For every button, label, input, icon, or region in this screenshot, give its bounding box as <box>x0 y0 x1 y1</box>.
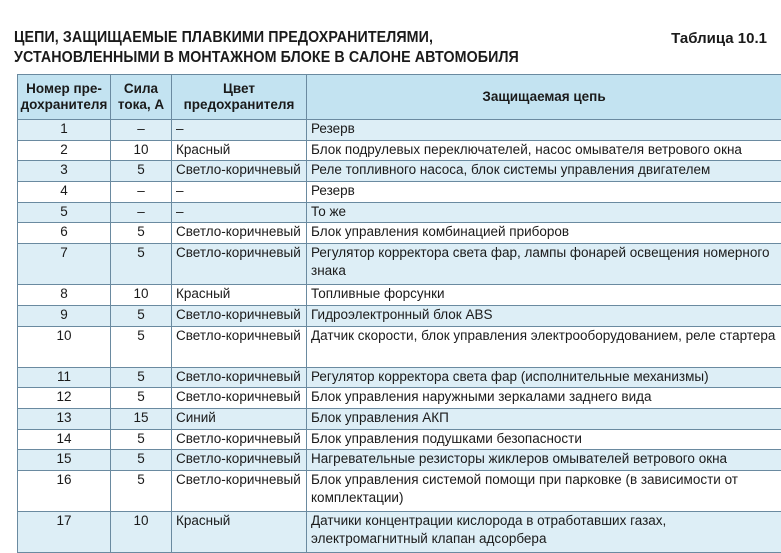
cell-current: 5 <box>111 305 172 326</box>
heading-line-1: ЦЕПИ, ЗАЩИЩАЕМЫЕ ПЛАВКИМИ ПРЕДОХРАНИТЕЛЯМИ, <box>14 28 519 48</box>
cell-number: 14 <box>18 429 111 450</box>
cell-number: 11 <box>18 367 111 388</box>
table-row <box>18 244 781 285</box>
cell-color: Светло-коричневый <box>172 244 307 285</box>
cell-color: – <box>172 182 307 203</box>
cell-current: 5 <box>111 367 172 388</box>
cell-number: 13 <box>18 408 111 429</box>
table-row <box>18 429 781 450</box>
cell-circuit: Резерв <box>307 120 781 141</box>
table-row <box>18 367 781 388</box>
table-row <box>18 202 781 223</box>
cell-number: 4 <box>18 182 111 203</box>
fuse-table <box>17 74 781 553</box>
header-current: Сила тока, А <box>111 75 172 120</box>
cell-current: 5 <box>111 326 172 367</box>
cell-color: Светло-коричневый <box>172 161 307 182</box>
cell-circuit: Блок управления наружными зеркалами заднего вида <box>307 388 781 409</box>
cell-current: – <box>111 182 172 203</box>
cell-color: Светло-коричневый <box>172 450 307 471</box>
table-row <box>18 408 781 429</box>
cell-color: – <box>172 202 307 223</box>
cell-current: 5 <box>111 244 172 285</box>
table-row <box>18 140 781 161</box>
table-row <box>18 470 781 511</box>
table-row <box>18 388 781 409</box>
cell-current: 5 <box>111 429 172 450</box>
cell-color: Красный <box>172 140 307 161</box>
cell-circuit: Регулятор корректора света фар, лампы фонарей освещения номерного знака <box>307 244 781 285</box>
cell-circuit: Топливные форсунки <box>307 285 781 306</box>
header-row <box>18 75 781 120</box>
table-row <box>18 305 781 326</box>
cell-number: 16 <box>18 470 111 511</box>
cell-circuit: Нагревательные резисторы жиклеров омывателей ветрового окна <box>307 450 781 471</box>
cell-current: 5 <box>111 223 172 244</box>
cell-number: 3 <box>18 161 111 182</box>
cell-circuit: Блок управления АКП <box>307 408 781 429</box>
cell-number: 7 <box>18 244 111 285</box>
table-row <box>18 285 781 306</box>
cell-current: – <box>111 202 172 223</box>
cell-circuit: То же <box>307 202 781 223</box>
cell-current: 15 <box>111 408 172 429</box>
cell-number: 10 <box>18 326 111 367</box>
cell-current: – <box>111 120 172 141</box>
cell-circuit: Гидроэлектронный блок ABS <box>307 305 781 326</box>
header-circuit: Защищаемая цепь <box>307 75 781 120</box>
table-row <box>18 120 781 141</box>
cell-color: – <box>172 120 307 141</box>
cell-color: Светло-коричневый <box>172 367 307 388</box>
table-row <box>18 161 781 182</box>
cell-color: Светло-коричневый <box>172 326 307 367</box>
cell-circuit: Блок подрулевых переключателей, насос омывателя ветрового окна <box>307 140 781 161</box>
cell-color: Синий <box>172 408 307 429</box>
cell-current: 10 <box>111 511 172 552</box>
cell-number: 9 <box>18 305 111 326</box>
cell-current: 10 <box>111 285 172 306</box>
cell-current: 10 <box>111 140 172 161</box>
table-heading <box>14 28 519 68</box>
cell-color: Красный <box>172 511 307 552</box>
cell-number: 12 <box>18 388 111 409</box>
table-row <box>18 450 781 471</box>
cell-current: 5 <box>111 470 172 511</box>
cell-number: 1 <box>18 120 111 141</box>
heading-line-2: УСТАНОВЛЕННЫМИ В МОНТАЖНОМ БЛОКЕ В САЛОНЕ АВТОМОБИЛЯ <box>14 48 519 68</box>
cell-current: 5 <box>111 450 172 471</box>
cell-color: Светло-коричневый <box>172 388 307 409</box>
cell-number: 2 <box>18 140 111 161</box>
cell-circuit: Блок управления системой помощи при парковке (в зависимости от комплектации) <box>307 470 781 511</box>
cell-number: 17 <box>18 511 111 552</box>
table-row <box>18 182 781 203</box>
header-number: Номер пре-дохранителя <box>18 75 111 120</box>
cell-color: Светло-коричневый <box>172 429 307 450</box>
table-row <box>18 326 781 367</box>
table-row <box>18 223 781 244</box>
cell-circuit: Резерв <box>307 182 781 203</box>
cell-circuit: Датчики концентрации кислорода в отработавших газах, электромагнитный клапан адсорбера <box>307 511 781 552</box>
cell-number: 5 <box>18 202 111 223</box>
cell-color: Светло-коричневый <box>172 223 307 244</box>
cell-color: Красный <box>172 285 307 306</box>
table-label: Таблица 10.1 <box>671 30 767 47</box>
cell-current: 5 <box>111 161 172 182</box>
cell-number: 6 <box>18 223 111 244</box>
cell-circuit: Реле топливного насоса, блок системы управления двигателем <box>307 161 781 182</box>
cell-circuit: Блок управления подушками безопасности <box>307 429 781 450</box>
cell-color: Светло-коричневый <box>172 305 307 326</box>
cell-circuit: Регулятор корректора света фар (исполнительные механизмы) <box>307 367 781 388</box>
header-color: Цвет предохранителя <box>172 75 307 120</box>
table-row <box>18 511 781 552</box>
cell-number: 15 <box>18 450 111 471</box>
cell-number: 8 <box>18 285 111 306</box>
cell-circuit: Датчик скорости, блок управления электрооборудованием, реле стартера <box>307 326 781 367</box>
cell-current: 5 <box>111 388 172 409</box>
cell-color: Светло-коричневый <box>172 470 307 511</box>
cell-circuit: Блок управления комбинацией приборов <box>307 223 781 244</box>
